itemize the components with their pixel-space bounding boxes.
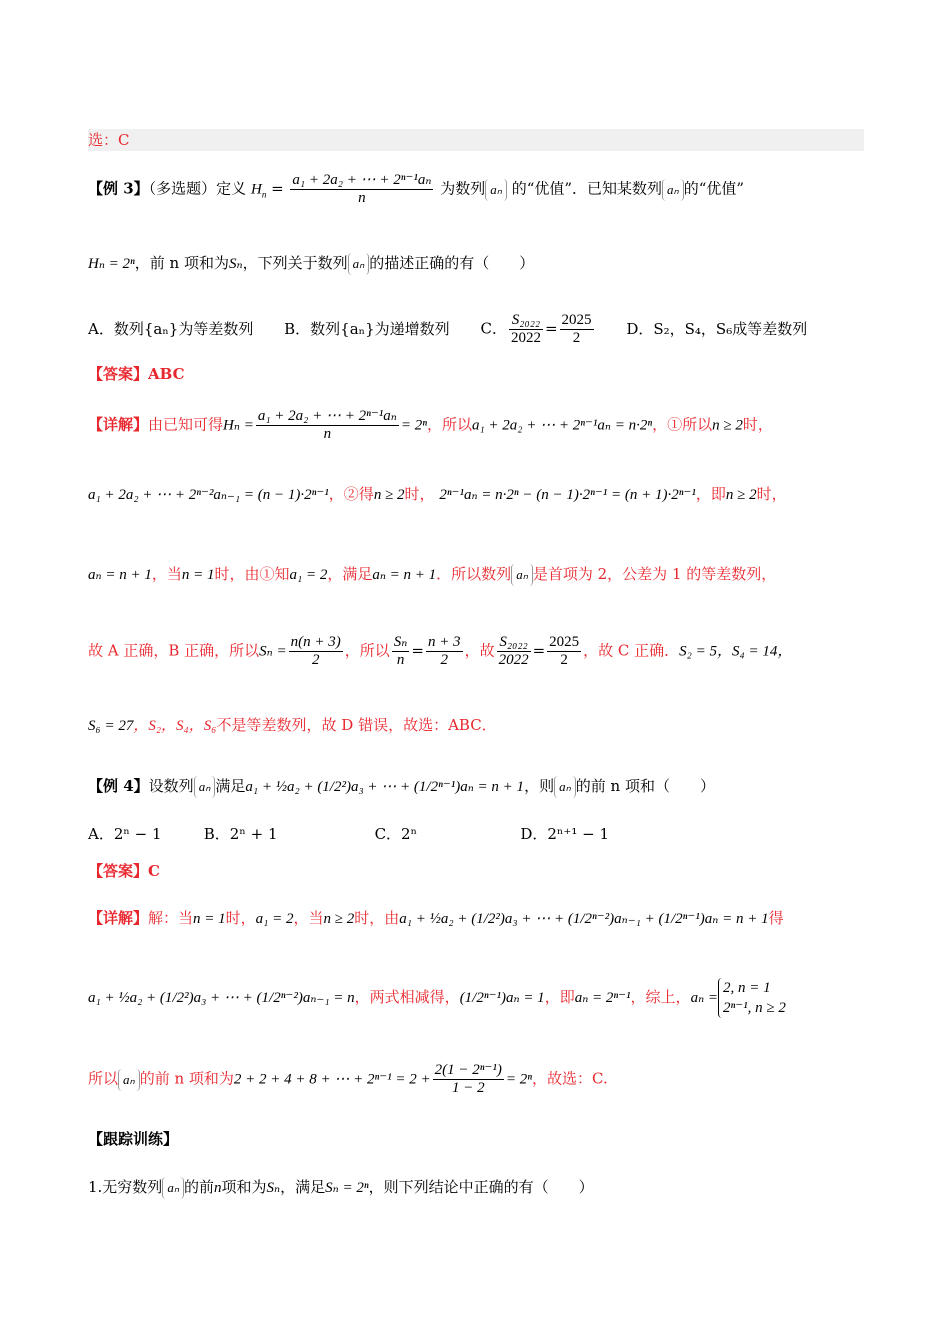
ex3-option-c: C． $\frac{\text{S₂₀₂₂}}{2022}$ = $\frac{2025}{2}$	[480, 312, 592, 346]
ex3-detail-line5: S₆ = 27，S₂，S₄，S₆不是等差数列，故 D 错误，故选：ABC．	[88, 716, 497, 734]
ex3-option-d: D．S₂，S₄，S₆成等差数列	[626, 319, 808, 338]
ex3-detail-line3: aₙ = n + 1，当n = 1时，由①知a₁ = 2，满足aₙ = n + 1．所以数列 aₙ 是首项为 2，公差为 1 的等差数列，	[88, 563, 864, 586]
ex4-option-a: A．2ⁿ − 1	[88, 825, 162, 843]
ex4-detail-line2: a₁ + ½a₂ + (1/2²)a₃ + ⋯ + (1/2ⁿ⁻²)aₙ₋₁ = n，两式相减得，(1/2ⁿ⁻¹)aₙ = 1，即aₙ = 2ⁿ⁻¹，综上，aₙ = 2, n = 1 2ⁿ⁻¹, n ≥ 2	[88, 980, 786, 1016]
ex3-option-b: B．数列{aₙ}为递增数列	[284, 319, 450, 338]
ex3-tag: 【例 3】	[88, 179, 149, 198]
ex3-stem-line1: 【例 3】（多选题）定义 $H_n$ = $\frac{\text{a₁ + 2a₂ + ⋯ + 2ⁿ⁻¹aₙ}}{n}$ 为数列 aₙ 的“优值”．已知某数列 aₙ 的“优值”	[88, 172, 745, 206]
ex4-tag: 【例 4】	[88, 777, 149, 795]
ex3-stem-line2: Hₙ = 2ⁿ，前 n 项和为Sₙ，下列关于数列 aₙ 的描述正确的有（ ）	[88, 252, 864, 275]
ex4-detail-line3: 所以 aₙ 的前 n 项和为2 + 2 + 4 + 8 + ⋯ + 2ⁿ⁻¹ = 2 + $\frac{\text{2(1 − 2ⁿ⁻¹)}}{1 - 2}$ = 2ⁿ，故选：C.	[88, 1062, 608, 1096]
practice-question-1: 1.无穷数列 aₙ 的前n项和为Sₙ，满足Sₙ = 2ⁿ，则下列结论中正确的有（ ）	[88, 1176, 864, 1199]
ex3-detail-line2: a₁ + 2a₂ + ⋯ + 2ⁿ⁻²aₙ₋₁ = (n − 1)·2ⁿ⁻¹，②得n ≥ 2时， 2ⁿ⁻¹aₙ = n·2ⁿ − (n − 1)·2ⁿ⁻¹ = (n + 1)·2ⁿ⁻¹，即n ≥ 2时，	[88, 485, 787, 503]
ex3-hn-fraction: $\frac{\text{a₁ + 2a₂ + ⋯ + 2ⁿ⁻¹aₙ}}{n}$	[292, 172, 432, 206]
ex3-option-a: A．数列{aₙ}为等差数列	[88, 319, 254, 338]
ex4-option-c: C．2ⁿ	[374, 825, 418, 843]
ex4-option-b: B．2ⁿ + 1	[203, 825, 278, 843]
practice-title: 【跟踪训练】	[88, 1130, 179, 1148]
ex4-options	[88, 823, 864, 845]
ex3-detail-line1: 【详解】由已知可得Hₙ = $\frac{\text{a₁ + 2a₂ + ⋯ + 2ⁿ⁻¹aₙ}}{n}$ = 2ⁿ，所以a₁ + 2a₂ + ⋯ + 2ⁿ⁻¹aₙ = n·2ⁿ，①所以n ≥ 2时，	[88, 408, 773, 442]
ex3-answer: 【答案】ABC	[88, 365, 185, 383]
prev-answer: 选：C	[88, 129, 864, 151]
ex4-option-d: D．2ⁿ⁺¹ − 1	[520, 825, 609, 843]
ex4-detail-line1: 【详解】解：当n = 1时，a₁ = 2，当n ≥ 2时，由a₁ + ½a₂ + (1/2²)a₃ + ⋯ + (1/2ⁿ⁻²)aₙ₋₁ + (1/2ⁿ⁻¹)aₙ = n + 1得	[88, 909, 784, 927]
ex4-answer: 【答案】C	[88, 862, 160, 880]
ex3-options	[88, 312, 864, 347]
ex3-detail-line4: 故 A 正确，B 正确，所以Sₙ = $\frac{n(n + 3)}{2}$ ，所以 $\frac{\text{Sₙ}}{n}$ = $\frac{n + 3}{2}$ ，故 $\frac{\text{S₂₀₂₂}}{2022}$ = $\frac{2025}{2}$ ，故 C 正确．S₂ = 5，S₄ = 14，	[88, 634, 793, 668]
ex4-stem: 【例 4】设数列 aₙ 满足a₁ + ½a₂ + (1/2²)a₃ + ⋯ + (1/2ⁿ⁻¹)aₙ = n + 1，则 aₙ 的前 n 项和（ ）	[88, 775, 864, 798]
